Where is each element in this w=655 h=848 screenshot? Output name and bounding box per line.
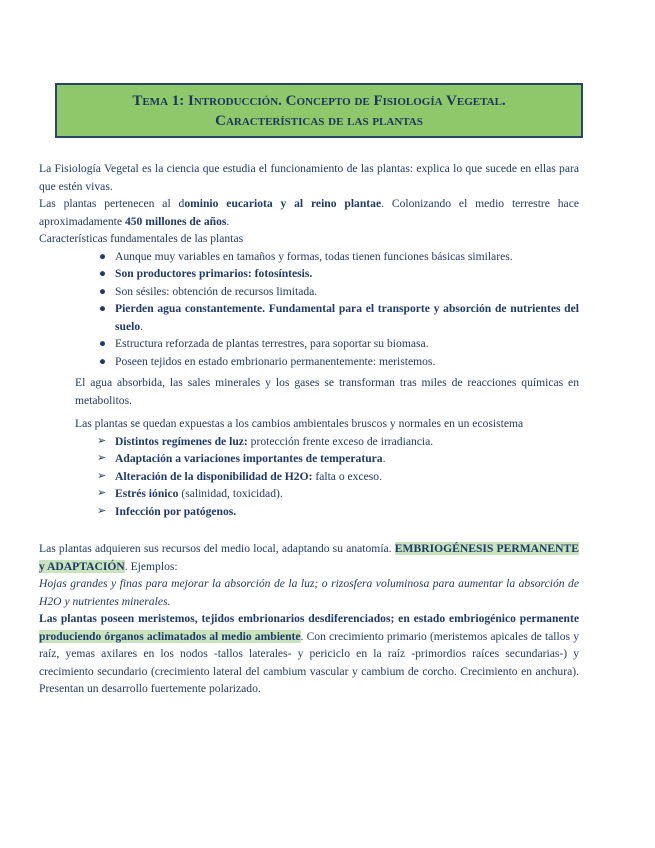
list-item [97, 353, 579, 371]
bullet-icon: ● [99, 267, 107, 280]
bullet-icon: ● [99, 337, 107, 350]
examples-paragraph: Hojas grandes y finas para mejorar la absorción de la luz; o rizosfera voluminosa para aumentar la absorción de H2O y nutrientes minerales. [39, 577, 579, 608]
resources-text-a: Las plantas adquieren sus recursos del medio local, adaptando su anatomía. [39, 542, 395, 555]
list-item [97, 335, 579, 353]
arrow-icon: ➢ [97, 487, 107, 499]
arrow-icon: ➢ [97, 504, 107, 517]
characteristics-list [39, 248, 579, 371]
list-item-text: Estructura reforzada de plantas terrestres, para soportar su biomasa. [115, 337, 429, 350]
list-item [97, 450, 579, 468]
list-item [97, 468, 579, 486]
arrow-icon: ➢ [97, 452, 107, 464]
change-bold: Distintos regímenes de luz: [115, 434, 248, 448]
changes-list [39, 433, 579, 521]
meristems-paragraph [39, 610, 579, 698]
bullet-icon: ● [99, 354, 107, 368]
list-item-text: Son productores primarios: fotosíntesis. [115, 267, 313, 280]
bullet-icon: ● [99, 302, 107, 315]
list-item-text: Pierden agua constantemente. Fundamental para el transporte y absorción de nutrientes del suelo [115, 302, 579, 333]
meristems-bold: Las plantas poseen meristemos, tejidos embrionarios desdiferenciados; en estado embriogénico permanente [39, 612, 579, 625]
resources-highlight: EMBRIOGÉNESIS PERMANENTE y ADAPTACIÓN [39, 542, 579, 573]
bullet-icon: ● [99, 284, 107, 298]
list-item [97, 503, 579, 521]
domain-text-e: . [226, 214, 230, 228]
change-rest: protección frente exceso de irradiancia. [247, 434, 434, 448]
domain-text-a: Las plantas pertenecen al d [39, 197, 185, 210]
changes-paragraph: Las plantas se quedan expuestas a los cambios ambientales bruscos y normales en un ecosistema [75, 417, 524, 430]
water-paragraph: El agua absorbida, las sales minerales y los gases se transforman tras miles de reacciones químicas en metabolitos. [75, 376, 579, 407]
domain-paragraph [39, 195, 579, 230]
change-bold: Alteración de la disponibilidad de H2O: [115, 469, 313, 483]
meristems-rest: . Con crecimiento primario (meristemos apicales de tallos y raíz, yemas axilares en los nodos -tallos laterales- y periciclo en la raíz -primordios raíces secundarias-) y crecimiento secundario (crecimiento lateral del cambium vascular y cambium de corcho. Crecimiento en anchura). Presentan un desarrollo fuertemente polarizado. [39, 629, 579, 695]
resources-text-b: . Ejemplos: [124, 559, 178, 573]
change-bold: Estrés iónico [115, 487, 179, 500]
arrow-icon: ➢ [97, 469, 107, 482]
bullet-icon: ● [99, 249, 107, 263]
list-item-text-rest: . [140, 319, 144, 333]
change-rest: (salinidad, toxicidad). [178, 487, 283, 500]
list-item [97, 433, 579, 451]
characteristics-heading: Características fundamentales de las plantas [39, 232, 244, 245]
document-body [39, 160, 579, 698]
title-line-1: Tema 1: Introducción. Concepto de Fisiología Vegetal. [132, 93, 506, 109]
change-rest: . [382, 452, 386, 465]
change-bold: Infección por patógenos. [115, 504, 237, 518]
list-item [97, 248, 579, 266]
intro-paragraph: La Fisiología Vegetal es la ciencia que estudia el funcionamiento de las plantas: explica lo que sucede en ellas para que estén vivas. [39, 162, 579, 193]
list-item [97, 265, 579, 283]
change-bold: Adaptación a variaciones importantes de temperatura [115, 452, 383, 465]
meristems-highlight: produciendo órganos aclimatados al medio ambiente [39, 629, 301, 643]
domain-text-bold: ominio eucariota y al reino plantae [184, 197, 382, 210]
resources-paragraph [39, 540, 579, 575]
title-box [55, 83, 583, 138]
list-item [97, 485, 579, 503]
change-rest: falta o exceso. [312, 469, 382, 483]
domain-text-c: . Colonizando el medio terrestre hace aproximadamente [39, 197, 579, 228]
list-item-text: Son sésiles: obtención de recursos limitada. [115, 284, 318, 298]
arrow-icon: ➢ [97, 434, 107, 447]
list-item [97, 283, 579, 301]
list-item-text: Poseen tejidos en estado embrionario permanentemente: meristemos. [115, 354, 436, 368]
domain-text-years: 450 millones de años [124, 214, 227, 228]
list-item [97, 300, 579, 335]
title-line-2: Características de las plantas [215, 113, 423, 129]
list-item-text: Aunque muy variables en tamaños y formas, todas tienen funciones básicas similares. [115, 249, 513, 263]
